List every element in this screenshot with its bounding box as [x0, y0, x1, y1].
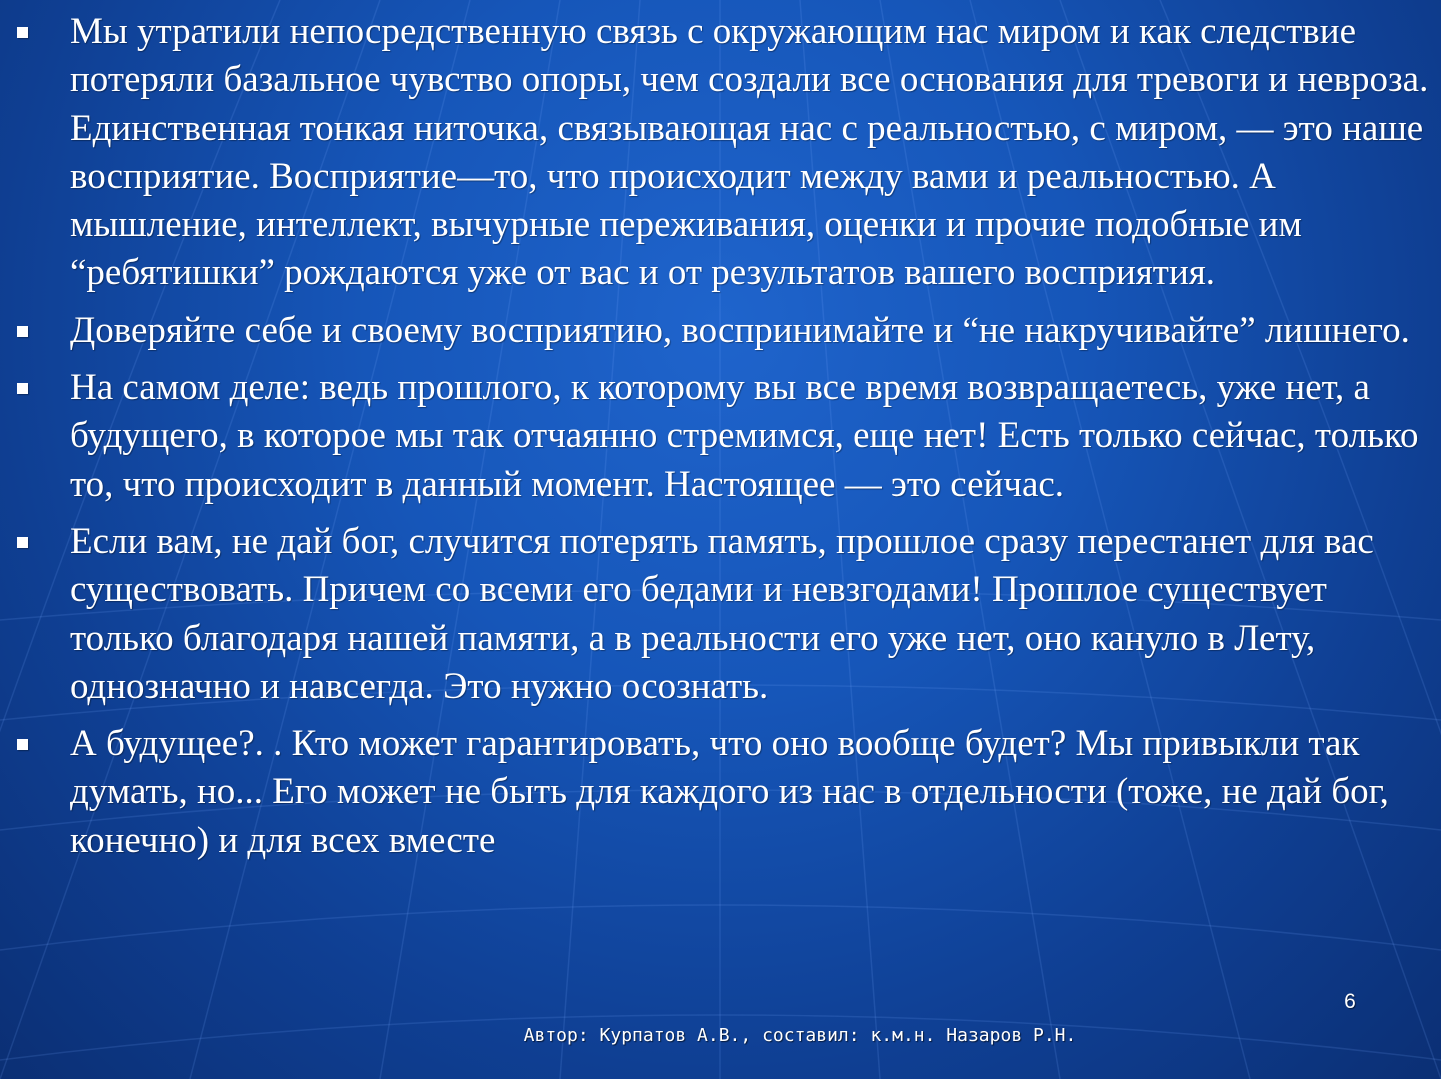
footer-author: Автор: Курпатов А.В., составил: к.м.н. Назаров Р.Н. [523, 1025, 1077, 1046]
bullet-text: Мы утратили непосредственную связь с окружающим нас миром и как следствие потеряли базальное чувство опоры, чем создали все основания для тревоги и невроза. Единственная тонкая ниточка, связывающая нас с реальностью, с миром, — это наше восприятие. Восприятие—то, что происходит между вами и реальностью. А мышление, интеллект, вычурные переживания, оценки и прочие подобные им “ребятишки” рождаются уже от вас и от результатов вашего восприятия. [70, 11, 1429, 294]
bullet-text: А будущее?. . Кто может гарантировать, что оно вообще будет? Мы привыкли так думать, но... Его может не быть для каждого из нас в отдельности (тоже, не дай бог, конечно) и для всех вместе [70, 723, 1389, 861]
bullet-text: Если вам, не дай бог, случится потерять память, прошлое сразу перестанет для вас существовать. Причем со всеми его бедами и невзгодами! Прошлое существует только благодаря нашей памяти, а в реальности его уже нет, оно кануло в Лету, однозначно и навсегда. Это нужно осознать. [70, 520, 1374, 707]
square-bullet-icon [17, 27, 28, 38]
square-bullet-icon [17, 326, 28, 337]
bullet-item [14, 307, 1429, 355]
square-bullet-icon [17, 383, 28, 394]
bullet-text: Доверяйте себе и своему восприятию, воспринимайте и “не накручивайте” лишнего. [70, 309, 1410, 351]
square-bullet-icon [17, 537, 28, 548]
page-number: 6 [1344, 990, 1356, 1013]
bullet-item [14, 364, 1429, 509]
bullet-item [14, 720, 1429, 865]
bullet-text: На самом деле: ведь прошлого, к которому вы все время возвращаетесь, уже нет, а будущего, в которое мы так отчаянно стремимся, еще нет! Есть только сейчас, только то, что происходит в данный момент. Настоящее — это сейчас. [70, 367, 1419, 505]
bullet-item [14, 518, 1429, 711]
bullet-item [14, 8, 1429, 298]
square-bullet-icon [17, 739, 28, 750]
bullet-list [14, 8, 1429, 874]
